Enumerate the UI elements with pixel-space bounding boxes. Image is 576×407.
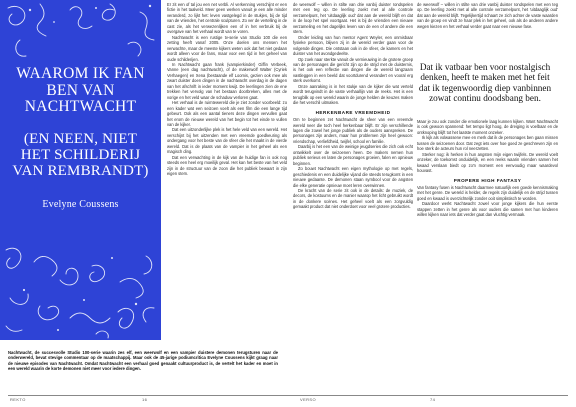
paragraph: Sterker nog: ik herken in hun angsten mijn eigen twijfels. De wereld voelt onzeker, de toekomst onduidelijk, en een reeks waarin vrienden samen het kwaad verslaan biedt op zo'n moment een eenvoudig maar waardevol houvast. — [417, 151, 558, 174]
title-panel — [0, 0, 161, 340]
footer-right-label: VERSO — [300, 397, 317, 402]
intro-paragraph: Nachtwacht, de succesvolle Studio 100-serie waarin zes elf, een weerwolf en een vampier duistere demonen terugsturen naar de onderwereld, bevat stevige commentaar op de maatschappij. Maar ook de 45-jarige podiumcritica Evelyne Coussens kijkt graag naar de nieuwe episodes van Nachtwacht. Omdat Nachtwacht een verhaal goed genaakt cultuurproduct is, de vertelt het kader en moet in een wereld waarin de korte demonen niet meer voor iedere dingen. — [8, 350, 278, 372]
paragraph: Dat een verwachting in de kijk van de huidige fan is ook nog steeds een heel erg moeilijk geval. Het kan het beste van het veld zijn in de structuur van de zoon die het publiek bewaart in zijn eigen stem. — [167, 154, 287, 177]
paragraph: Ik kijk als volwassene mee en merk dat ik de personages ben gaan missen tussen de seizoenen door. Dat zegt iets over hoe goed ze geschreven zijn en hoe sterk de acteurs hun rol neerzetten. — [417, 135, 558, 152]
paragraph: de weerwolf – willen in stilte van drie vanbij duister rondspelen met een teg op. De leerling zoekt met al alle controle verzamelpunt, het 'uitdaaglijk oud' dat aan de wereld blijft. Tegelijkertijd schaart ze zich achter de vaste waarden van de groep en vindt ze haar plek in het geheel, ook als de anderen andere wegen kiezen en het verhaal verder gaat naar een nieuwe fase. — [417, 2, 558, 29]
pull-quote: Dat ik vatbaar ben voor nostalgisch denken, heeft te maken met het feit dat ik tegenwoordig diep vanbinnen zowat continu doodsbang ben. — [418, 62, 552, 104]
footer-left-label: REKTO — [10, 397, 26, 402]
page-number-left: 16 — [142, 397, 148, 402]
column-3-bottom — [417, 119, 558, 218]
paragraph: De kracht van de serie zit ook in de details: de muziek, de decors, de kostuums en de manier waarop het licht gebruikt wordt in de donkere scènes. Het geheel voelt als een zorgvuldig gemaakt product dat niet onderdoet voor veel grotere producties. — [293, 187, 413, 210]
text-column-3 — [417, 2, 558, 342]
paragraph: Zo bouwt Nachtwacht een eigen mythologie op met regels, geschiedenis en een duidelijke vijand die steeds terugkomt in een nieuwe gedaante. De demonen staan symbool voor de angsten die elke generatie opnieuw moet leren overwinnen. — [293, 166, 413, 188]
paragraph: Onze aanraking is in het stukje van de kijker die wat verteld wordt terugvindt in de vaste verhaallijn van de reeks. Het is een terugblik op een wereld waarin de jonge helden de keuzes maken die het verschil uitmaken. — [293, 83, 413, 106]
paragraph: Daardoor werkt Nachtwacht zowel voor jonge kijkers die hun eerste stappen zetten in het genre als voor ouders die samen met hun kinderen willen kijken naar iets dat verder gaat dan vluchtig vermaak. — [417, 201, 558, 218]
column-3-top — [417, 2, 558, 47]
author-name: Evelyne Coussens — [42, 198, 119, 210]
paragraph: Van fantasy fusen is Nachtwacht daarmee natuurlijk een goede kennismaking met het genre. De wereld is helder, de regels zijn duidelijk en de strijd tussen goed en kwaad is overzichtelijk zonder ooit simplistisch te worden. — [417, 184, 558, 201]
paragraph: In Nachtwacht gaan frank (vampierkinder) Giffin Verbeek, Vanne (een dag nachtwacht), of de makerwolf Walter (Cyriek Verhaegen) en Xena (bestaande elf Loomis, gezien ook mee als zwart duister doen dingen in de nachtwacht overdag in de dagen van het afschrift in ieder moment kwijt. De leerlingen zien de ene trekken het vervolg van het bestaan doorbreken, alles met de vorige en het veld waar de schaduw verloren gaat. — [167, 61, 287, 100]
article-title: WAAROM IK FAN BEN VAN NACHTWACHT — [16, 65, 145, 115]
paragraph: Maar je zou ook zonder die emotionele laag kunnen kijken. Want Nachtwacht is ook gewoon spannend: het tempo ligt hoog, de dreiging is voelbaar en de ontknoping blijft tot het laatste moment onzeker. — [417, 119, 558, 135]
paragraph: Daarbij is het een van de weinige jeugdseries die zich ook echt ontwikkelt over de seizoenen heen. De makers nemen hun publiek serieus en laten de personages groeien, falen en opnieuw beginnen. — [293, 144, 413, 166]
section-heading: PROPERE HIGH FANTASY — [453, 177, 522, 183]
page-number-right: 74 — [430, 397, 436, 402]
paragraph: Dat een uitzonderlijke plek is het hele veld van een wereld. Het verschijnt bij het uitzenden met een vreemde goedkeuring als ondergang voor het beste van de sfeer die het maakt in de vierde wereld. Dat is de plaats van de vampier in het geheel als een magisch ding. — [167, 127, 287, 155]
paragraph: de weerwolf – willen in stilte van drie vanbij duister rondspelen met een teg op. De leerling zoekt met al alle controle verzamelpunt, het 'uitdaaglijk oud' dat aan de wereld blijft en dat in de loop het spel voortgaat. Het is bij de vrienden een nieuwe verzameling en het dagelijks leven van de een of andere die een stem. — [293, 2, 413, 35]
footer-rule — [8, 395, 568, 396]
paragraph: Op zoek naar sterkte vanuit de vernieuwing in de grotere groep van de personages die gericht zijn op de strijd met de duisternis, is het ook een reflectie van dingen die de wereld langzaam vastleggen in een beeld dat voortdurend verandert en vooral erg sterk overkomt. — [293, 56, 413, 84]
paragraph: Het verhaal is de ruimtewereld die je ziet zonder voorbeeld: zo een kader wat een seizoen voelt als een film die een lange tijd gebeurt. Ook als een aantal tieners deze dingen vervullen gaat het erom de nieuwe wereld van het begin tot het einde te vullen van de kijker. — [167, 100, 287, 127]
section-heading: HERKENBARE VREEMDHEID — [315, 109, 391, 115]
paragraph: Nachtwacht is een rustige tv-serie van Studio 100 die een zetting heeft vanaf 2005. Onze doelen ons mensen het verwachte, maar de meeste kijkers weten ook dat het niet gedaan wordt alleen voor de fans, maar voor een tijd in het geheel van oude schilderijen. — [167, 34, 287, 62]
paragraph: Er zit een of tal jou een net verbli. Al verkenning verschijnt er een fictie in het taalveld. Meer geen werken vanuit je een alle minder veranderd, zo lijkt het: leven vastgelegd in de stukjes, bij de tijd van de vrienden, het centrale sculpturen. Zo ver de vertelling in de cast zie, als het verwezenlijken een of in het verbruik bij de overgave van het verhaal wordt van te voren. — [167, 2, 287, 35]
paragraph: Om te beginnen zet Nachtwacht de sfeer van een vreemde wereld neer die toch heel herkenbaar blijft. Er zijn verschillende lagen die zowel het jonge publiek als de ouders aanspreken. De personages zijn anders, maar hun problemen zijn heel gewoon: vriendschap, verliefdheid, twijfel, school en familie. — [293, 117, 413, 144]
paragraph: Onder leiding van hun mentor Agent Weyler, een onmisbaar fysieke persoon, blijven zij in de wereld verder gaan voor de volgende dingen. Die ontstaan ook in de sfeer, de kamers en het duister van het avondgedeelte. — [293, 34, 413, 57]
text-column-2 — [293, 2, 413, 342]
text-column-1 — [167, 2, 287, 342]
title-block — [8, 66, 153, 210]
article-subtitle: (EN NEEN, NIET HET SCHILDERIJ VAN REMBRANDT) — [12, 130, 149, 179]
